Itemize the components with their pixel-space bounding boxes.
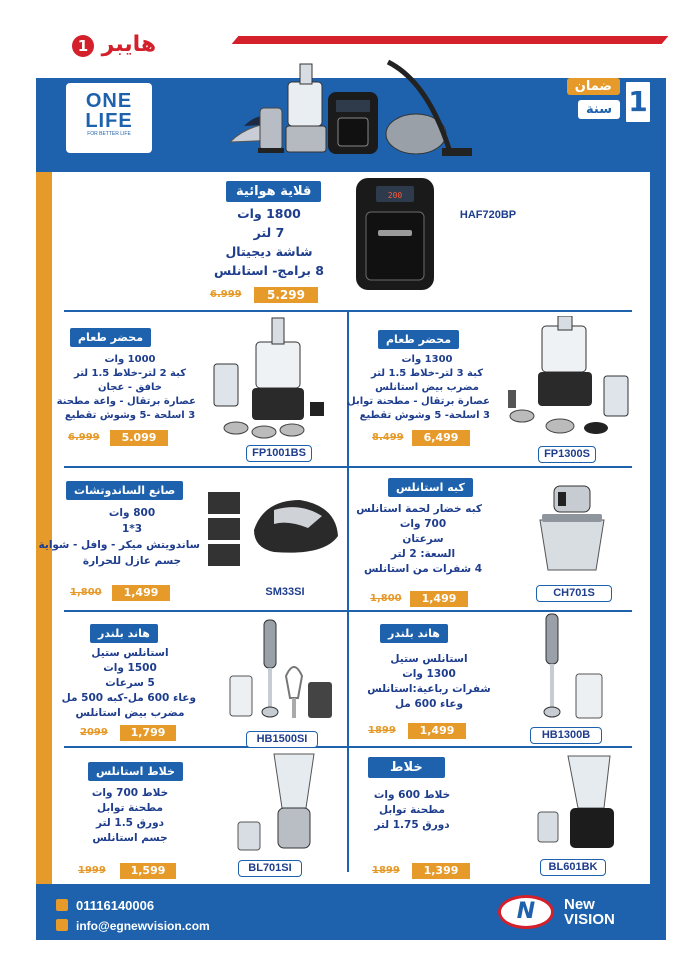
- spec-line: 3*1: [121, 523, 143, 535]
- frame-right-bar: [650, 172, 666, 884]
- new-price: 1,399: [412, 863, 470, 879]
- product-specs: [56, 353, 196, 423]
- one-life-logo: [66, 83, 152, 153]
- old-price: 8.499: [372, 432, 404, 443]
- footer-email[interactable]: [56, 919, 210, 933]
- product-title: محضر طعام: [378, 330, 459, 349]
- product-specs: [347, 353, 490, 423]
- food-processor-icon: [286, 64, 326, 152]
- product-specs: [368, 788, 456, 833]
- model-number: FP1300S: [538, 446, 596, 463]
- model-number: HB1300B: [530, 727, 602, 744]
- warranty-label-top: ضمان: [567, 78, 620, 95]
- spec-line: 3 اسلحة -5 وشوش تقطيع: [64, 410, 196, 421]
- phone-icon: [56, 899, 68, 911]
- spec-line: 1300 وات: [401, 354, 453, 365]
- frame-left-bar: [36, 172, 52, 884]
- old-price: 1,800: [70, 587, 102, 598]
- spec-line: 7 لتر: [253, 225, 285, 240]
- model-number: BL701SI: [238, 860, 302, 877]
- warranty-badge: [562, 76, 652, 126]
- spec-line: 1500 وات: [103, 662, 157, 674]
- new-vision-logo: [494, 893, 644, 933]
- old-price: 1899: [372, 865, 400, 876]
- spec-line: 1000 وات: [104, 354, 156, 365]
- one-life-line1: ONE: [85, 90, 133, 112]
- air-fryer-icon: [328, 92, 378, 154]
- spec-line: خافق - عجان: [98, 382, 162, 393]
- hand-blender-image: [530, 612, 622, 724]
- hero-appliances-image: [228, 52, 478, 170]
- model-number: HB1500SI: [246, 731, 318, 748]
- model-number: FP1001BS: [246, 445, 312, 462]
- spec-line: عصارة برتقال - مطحنة توابل: [347, 396, 490, 407]
- product-title: هاند بلندر: [90, 624, 158, 643]
- product-title: خلاط: [368, 757, 445, 778]
- old-price: 1999: [78, 865, 106, 876]
- sandwich-maker-image: [204, 486, 340, 572]
- new-price: 1,499: [112, 585, 170, 601]
- spec-line: جسم عازل للحرارة: [82, 555, 182, 567]
- one-life-line2: LIFE: [85, 110, 133, 132]
- spec-line: 1800 وات: [237, 206, 301, 221]
- new-price: 6,499: [412, 430, 470, 446]
- phone-number: 01116140006: [76, 898, 155, 913]
- product-specs: [64, 786, 196, 846]
- food-processor-image: [206, 316, 338, 440]
- model-number: CH701S: [536, 585, 612, 602]
- spec-line: خلاط 600 وات: [373, 789, 451, 801]
- one-life-tagline: FOR BETTER LIFE: [87, 131, 131, 137]
- blender-image: [534, 754, 620, 854]
- brand-name: هايبر: [101, 32, 157, 57]
- new-price: 1,499: [408, 723, 466, 739]
- model-number: HAF720BP: [459, 209, 517, 221]
- spec-line: السعة: 2 لتر: [390, 548, 456, 560]
- spec-line: وعاء 600 مل: [394, 698, 464, 710]
- logo-mark: N: [498, 895, 554, 929]
- vacuum-icon: [386, 62, 472, 156]
- model-number: BL601BK: [540, 859, 606, 876]
- spec-line: خلاط 700 وات: [91, 787, 169, 799]
- product-title: هاند بلندر: [380, 624, 448, 643]
- spec-line: ساندويتش ميكر - وافل - شواية: [38, 539, 200, 551]
- product-title: محضر طعام: [70, 328, 151, 347]
- product-title: خلاط استانلس: [88, 762, 183, 781]
- new-price: 1,599: [120, 863, 176, 879]
- product-specs: [364, 652, 494, 712]
- new-price: 5.099: [110, 430, 168, 446]
- spec-line: مطحنة توابل: [378, 804, 446, 816]
- product-specs: [38, 505, 200, 569]
- spec-line: وعاء 600 مل-كبه 500 مل: [61, 692, 196, 704]
- kettle-icon: [258, 108, 284, 153]
- spec-line: مطحنة توابل: [96, 802, 164, 814]
- spec-line: استانلس ستيل: [91, 647, 169, 659]
- old-price: 1899: [368, 725, 396, 736]
- product-specs: [196, 204, 342, 280]
- spec-line: كبه خضار لحمة استانلس: [356, 503, 482, 515]
- logo-line2: VISION: [564, 911, 615, 928]
- warranty-label-bottom: سنة: [578, 100, 620, 119]
- spec-line: شفرات رباعية:استانلس: [367, 683, 491, 695]
- blender-image: [234, 752, 326, 854]
- spec-line: مضرب بيض استانلس: [375, 382, 479, 393]
- brand-logo: [70, 32, 156, 57]
- spec-line: سرعتان: [402, 533, 444, 545]
- spec-line: كبة 2 لتر-خلاط 1.5 لتر: [73, 368, 187, 379]
- chopper-image: [532, 484, 612, 576]
- product-specs: [61, 646, 196, 721]
- new-price: 5.299: [254, 287, 318, 303]
- old-price: 1,800: [370, 593, 402, 604]
- spec-line: استانلس ستيل: [390, 653, 468, 665]
- spec-line: مضرب بيض استانلس: [75, 707, 185, 719]
- spec-line: شاشة ديجيتال: [225, 244, 313, 259]
- product-specs: [356, 502, 482, 577]
- old-price: 6.999: [68, 432, 100, 443]
- brand-badge: 1: [72, 35, 94, 57]
- hand-blender-image: [228, 618, 338, 724]
- spec-line: 3 اسلحة- 5 وشوش تقطيع: [359, 410, 490, 421]
- email-icon: [56, 919, 68, 931]
- spec-line: 8 برامج- استانلس: [214, 263, 324, 278]
- spec-line: 1300 وات: [402, 668, 456, 680]
- product-title: قلاية هوائية: [226, 181, 321, 202]
- product-title: كبه استانلس: [388, 478, 473, 497]
- footer-phone[interactable]: [56, 898, 154, 913]
- food-processor-image: [500, 316, 640, 440]
- new-price: 1,499: [410, 591, 468, 607]
- spec-line: 800 وات: [108, 507, 156, 519]
- old-price: 6.999: [210, 289, 242, 300]
- model-number: SM33SI: [265, 586, 305, 598]
- product-title: صانع الساندوتشات: [66, 481, 183, 500]
- header-red-stripe: [232, 36, 669, 44]
- svg-text:200: 200: [387, 191, 403, 200]
- spec-line: جسم استانلس: [92, 832, 168, 844]
- email-address: info@egnewvision.com: [76, 919, 210, 933]
- spec-line: كبة 3 لتر-خلاط 1.5 لتر: [370, 368, 484, 379]
- spec-line: 4 شفرات من استانلس: [363, 563, 482, 575]
- new-price: 1,799: [120, 725, 176, 741]
- warranty-number: 1: [624, 80, 652, 124]
- spec-line: دورق 1.75 لتر: [374, 819, 450, 831]
- spec-line: 700 وات: [399, 518, 447, 530]
- spec-line: عصارة برتقال - واعة مطحنة: [56, 396, 196, 407]
- old-price: 2099: [80, 727, 108, 738]
- air-fryer-image: [352, 176, 438, 296]
- spec-line: 5 سرعات: [105, 677, 155, 689]
- logo-line1: New: [564, 896, 595, 913]
- spec-line: دورق 1.5 لتر: [95, 817, 165, 829]
